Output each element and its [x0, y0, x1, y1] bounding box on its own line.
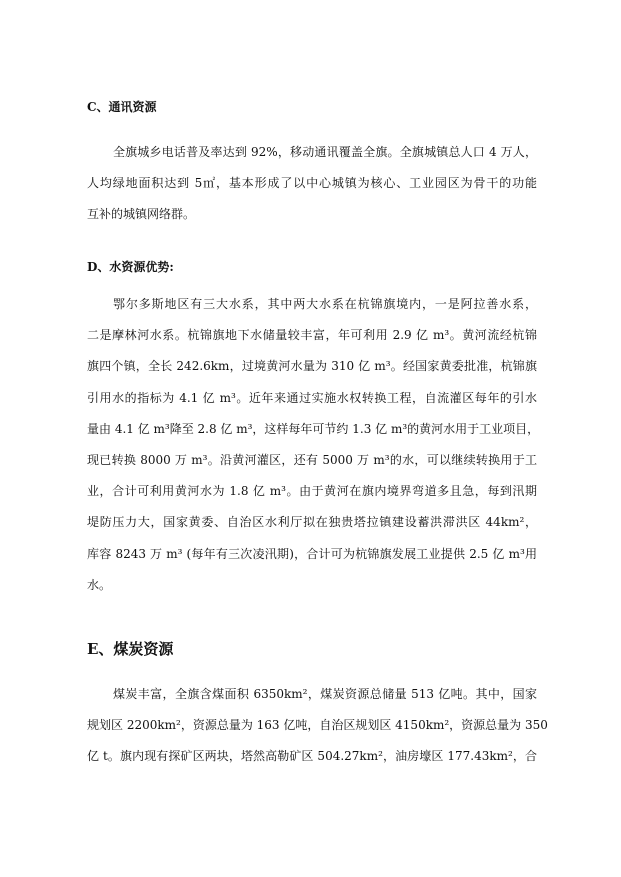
paragraph-line: 量由 4.1 亿 m³降至 2.8 亿 m³，这样每年可节约 1.3 亿 m³的黄河水用于工业项目， [87, 421, 540, 436]
paragraph-line: 二是摩林河水系。杭锦旗地下水储量较丰富，年可利用 2.9 亿 m³。黄河流经杭锦 [87, 328, 537, 343]
section-e-paragraph [87, 679, 548, 773]
paragraph-line: 水。 [87, 577, 112, 592]
paragraph-line: 亿 t。旗内现有探矿区两块，塔然高勒矿区 504.27km²，油房壕区 177.43km²，合 [87, 749, 537, 764]
paragraph-line: 互补的城镇网络群。 [87, 207, 196, 222]
paragraph-line: 鄂尔多斯地区有三大水系，其中两大水系在杭锦旗境内，一是阿拉善水系， [113, 297, 537, 311]
section-d-paragraph [87, 289, 540, 601]
paragraph-line: 全旗城乡电话普及率达到 92%，移动通讯覆盖全旗。全旗城镇总人口 4 万人， [113, 145, 537, 159]
paragraph-line: 现已转换 8000 万 m³。沿黄河灌区，还有 5000 万 m³的水，可以继续转换用于工 [87, 453, 537, 468]
paragraph-line: 库容 8243 万 m³ (每年有三次凌汛期)，合计可为杭锦旗发展工业提供 2.5 亿 m³用 [87, 546, 537, 561]
section-c-heading: C、通讯资源 [87, 100, 157, 114]
paragraph-line: 人均绿地面积达到 5㎡，基本形成了以中心城镇为核心、工业园区为骨干的功能 [87, 176, 537, 191]
paragraph-line: 规划区 2200km²，资源总量为 163 亿吨，自治区规划区 4150km²，资源总量为 350 [87, 718, 548, 733]
paragraph-line: 旗四个镇，全长 242.6km，过境黄河水量为 310 亿 m³。经国家黄委批准，杭锦旗 [87, 359, 537, 374]
paragraph-line: 业，合计可利用黄河水为 1.8 亿 m³。由于黄河在旗内境界弯道多且急，每到汛期 [87, 484, 537, 499]
paragraph-line: 引用水的指标为 4.1 亿 m³。近年来通过实施水权转换工程，自流灌区每年的引水 [87, 390, 537, 405]
section-c-paragraph [87, 137, 537, 231]
paragraph-line: 堤防压力大，国家黄委、自治区水利厅拟在独贵塔拉镇建设蓄洪滞洪区 44km²， [87, 515, 537, 530]
paragraph-line: 煤炭丰富，全旗含煤面积 6350km²，煤炭资源总储量 513 亿吨。其中，国家 [113, 687, 537, 701]
section-e-heading: E、煤炭资源 [87, 640, 174, 658]
section-d-heading: D、水资源优势: [87, 260, 174, 274]
